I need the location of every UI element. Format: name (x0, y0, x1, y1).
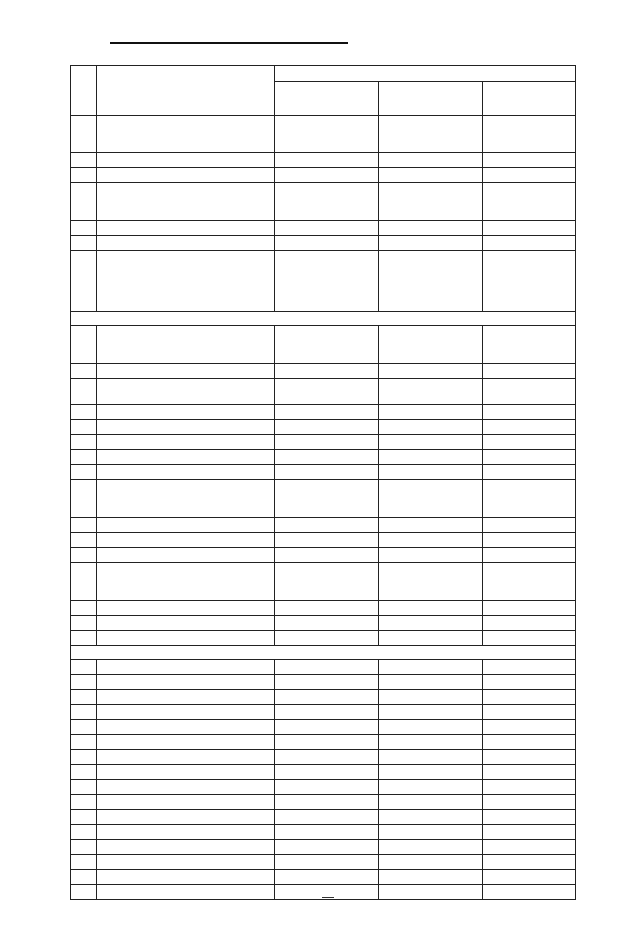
table-row (71, 326, 576, 364)
row-value-b-cell (379, 810, 483, 825)
table-row (71, 465, 576, 480)
table-row (71, 735, 576, 750)
table-row (71, 251, 576, 312)
row-value-c-cell (483, 765, 576, 780)
row-value-a-cell (275, 435, 379, 450)
row-value-a-cell (275, 465, 379, 480)
row-number-cell (71, 660, 97, 675)
row-name-cell (97, 631, 275, 646)
row-value-b-cell (379, 795, 483, 810)
row-value-b-cell (379, 251, 483, 312)
row-value-c-cell (483, 236, 576, 251)
row-name-cell (97, 326, 275, 364)
row-value-b-cell (379, 379, 483, 405)
row-value-b-cell (379, 153, 483, 168)
row-number-cell (71, 480, 97, 518)
row-name-cell (97, 795, 275, 810)
row-name-cell (97, 221, 275, 236)
row-value-a-cell (275, 533, 379, 548)
row-number-cell (71, 780, 97, 795)
row-value-a-cell (275, 840, 379, 855)
row-number-cell (71, 675, 97, 690)
row-value-b-cell (379, 563, 483, 601)
row-value-b-cell (379, 660, 483, 675)
row-value-b-cell (379, 518, 483, 533)
table-row (71, 405, 576, 420)
row-number-cell (71, 168, 97, 183)
row-name-cell (97, 735, 275, 750)
row-value-b-cell (379, 480, 483, 518)
row-value-b-cell (379, 326, 483, 364)
row-value-a-cell (275, 750, 379, 765)
row-value-c-cell (483, 690, 576, 705)
table-row (71, 855, 576, 870)
row-value-a-cell (275, 326, 379, 364)
header-number-cell (71, 66, 97, 116)
row-value-a-cell (275, 690, 379, 705)
row-number-cell (71, 563, 97, 601)
row-name-cell (97, 750, 275, 765)
footer-mark (322, 897, 334, 898)
table-row (71, 870, 576, 885)
row-name-cell (97, 870, 275, 885)
title-underline (110, 42, 348, 44)
row-value-c-cell (483, 533, 576, 548)
row-name-cell (97, 616, 275, 631)
row-value-c-cell (483, 405, 576, 420)
row-number-cell (71, 533, 97, 548)
row-value-c-cell (483, 326, 576, 364)
section-row (71, 312, 576, 326)
row-value-a-cell (275, 616, 379, 631)
row-value-b-cell (379, 221, 483, 236)
row-value-c-cell (483, 825, 576, 840)
row-name-cell (97, 533, 275, 548)
row-value-b-cell (379, 675, 483, 690)
table-row (71, 720, 576, 735)
row-number-cell (71, 705, 97, 720)
table-row (71, 601, 576, 616)
row-name-cell (97, 518, 275, 533)
table-row (71, 420, 576, 435)
row-name-cell (97, 435, 275, 450)
table-row (71, 660, 576, 675)
row-value-b-cell (379, 855, 483, 870)
row-name-cell (97, 825, 275, 840)
row-number-cell (71, 153, 97, 168)
row-value-a-cell (275, 116, 379, 153)
row-value-a-cell (275, 236, 379, 251)
table-row (71, 810, 576, 825)
row-value-b-cell (379, 840, 483, 855)
row-number-cell (71, 750, 97, 765)
row-name-cell (97, 720, 275, 735)
row-value-a-cell (275, 251, 379, 312)
row-value-b-cell (379, 616, 483, 631)
row-value-a-cell (275, 855, 379, 870)
row-number-cell (71, 810, 97, 825)
row-value-a-cell (275, 870, 379, 885)
row-value-a-cell (275, 518, 379, 533)
row-value-a-cell (275, 168, 379, 183)
row-number-cell (71, 183, 97, 221)
row-name-cell (97, 465, 275, 480)
table-row (71, 364, 576, 379)
row-number-cell (71, 548, 97, 563)
row-value-b-cell (379, 885, 483, 900)
row-value-c-cell (483, 675, 576, 690)
row-value-c-cell (483, 153, 576, 168)
row-number-cell (71, 518, 97, 533)
row-value-c-cell (483, 364, 576, 379)
row-name-cell (97, 405, 275, 420)
row-name-cell (97, 675, 275, 690)
row-number-cell (71, 435, 97, 450)
row-value-a-cell (275, 548, 379, 563)
row-value-c-cell (483, 465, 576, 480)
row-value-c-cell (483, 870, 576, 885)
table-row (71, 780, 576, 795)
header-name-cell (97, 66, 275, 116)
table-row (71, 236, 576, 251)
row-value-a-cell (275, 720, 379, 735)
table-header (71, 66, 576, 116)
row-value-c-cell (483, 168, 576, 183)
table-row (71, 153, 576, 168)
row-value-c-cell (483, 183, 576, 221)
header-column-c (483, 82, 576, 116)
row-value-c-cell (483, 116, 576, 153)
row-value-a-cell (275, 675, 379, 690)
row-value-b-cell (379, 236, 483, 251)
row-value-c-cell (483, 795, 576, 810)
row-number-cell (71, 870, 97, 885)
row-number-cell (71, 221, 97, 236)
table-row (71, 765, 576, 780)
row-name-cell (97, 116, 275, 153)
row-number-cell (71, 795, 97, 810)
table-row (71, 435, 576, 450)
row-value-b-cell (379, 533, 483, 548)
row-value-a-cell (275, 379, 379, 405)
form-table (70, 65, 576, 900)
row-value-b-cell (379, 364, 483, 379)
row-number-cell (71, 825, 97, 840)
row-value-b-cell (379, 465, 483, 480)
row-name-cell (97, 379, 275, 405)
row-number-cell (71, 450, 97, 465)
row-value-c-cell (483, 548, 576, 563)
row-value-b-cell (379, 825, 483, 840)
header-column-a (275, 82, 379, 116)
row-value-c-cell (483, 435, 576, 450)
row-name-cell (97, 563, 275, 601)
row-number-cell (71, 690, 97, 705)
table-row (71, 840, 576, 855)
row-value-c-cell (483, 840, 576, 855)
row-number-cell (71, 885, 97, 900)
row-value-c-cell (483, 601, 576, 616)
row-name-cell (97, 183, 275, 221)
row-value-c-cell (483, 563, 576, 601)
row-name-cell (97, 420, 275, 435)
table-row (71, 518, 576, 533)
row-name-cell (97, 810, 275, 825)
table-row (71, 548, 576, 563)
row-name-cell (97, 251, 275, 312)
row-name-cell (97, 364, 275, 379)
row-value-a-cell (275, 735, 379, 750)
table-row (71, 379, 576, 405)
table-row (71, 563, 576, 601)
row-value-b-cell (379, 631, 483, 646)
row-value-b-cell (379, 750, 483, 765)
row-value-a-cell (275, 825, 379, 840)
row-name-cell (97, 548, 275, 563)
row-value-a-cell (275, 631, 379, 646)
row-name-cell (97, 168, 275, 183)
row-value-a-cell (275, 705, 379, 720)
row-value-a-cell (275, 765, 379, 780)
row-value-a-cell (275, 601, 379, 616)
row-value-a-cell (275, 563, 379, 601)
row-value-a-cell (275, 420, 379, 435)
row-number-cell (71, 236, 97, 251)
row-value-c-cell (483, 518, 576, 533)
row-value-a-cell (275, 450, 379, 465)
row-name-cell (97, 885, 275, 900)
row-value-a-cell (275, 153, 379, 168)
row-value-a-cell (275, 364, 379, 379)
row-number-cell (71, 116, 97, 153)
table-row (71, 168, 576, 183)
table-row (71, 705, 576, 720)
row-value-c-cell (483, 420, 576, 435)
row-value-c-cell (483, 855, 576, 870)
row-value-c-cell (483, 885, 576, 900)
row-value-b-cell (379, 870, 483, 885)
row-value-c-cell (483, 221, 576, 236)
row-number-cell (71, 616, 97, 631)
row-value-c-cell (483, 631, 576, 646)
row-value-b-cell (379, 548, 483, 563)
row-value-a-cell (275, 795, 379, 810)
row-number-cell (71, 420, 97, 435)
table-row (71, 631, 576, 646)
row-name-cell (97, 450, 275, 465)
row-name-cell (97, 840, 275, 855)
row-value-b-cell (379, 450, 483, 465)
row-name-cell (97, 780, 275, 795)
row-number-cell (71, 720, 97, 735)
header-column-b (379, 82, 483, 116)
table-row (71, 533, 576, 548)
row-value-a-cell (275, 660, 379, 675)
row-value-b-cell (379, 765, 483, 780)
section-row (71, 646, 576, 660)
table-row (71, 675, 576, 690)
row-value-b-cell (379, 420, 483, 435)
row-name-cell (97, 765, 275, 780)
table-row (71, 480, 576, 518)
table-row (71, 690, 576, 705)
table-row (71, 221, 576, 236)
row-value-a-cell (275, 183, 379, 221)
row-name-cell (97, 705, 275, 720)
row-number-cell (71, 735, 97, 750)
row-name-cell (97, 855, 275, 870)
row-value-c-cell (483, 720, 576, 735)
row-value-c-cell (483, 379, 576, 405)
row-value-c-cell (483, 450, 576, 465)
row-value-c-cell (483, 251, 576, 312)
table-row (71, 750, 576, 765)
row-value-a-cell (275, 780, 379, 795)
row-value-c-cell (483, 480, 576, 518)
row-name-cell (97, 153, 275, 168)
row-value-c-cell (483, 660, 576, 675)
table-body (71, 116, 576, 900)
table-row (71, 450, 576, 465)
row-value-c-cell (483, 705, 576, 720)
section-label (71, 312, 576, 326)
table-row (71, 616, 576, 631)
row-name-cell (97, 236, 275, 251)
row-value-b-cell (379, 780, 483, 795)
row-number-cell (71, 855, 97, 870)
row-value-b-cell (379, 405, 483, 420)
row-value-a-cell (275, 221, 379, 236)
row-number-cell (71, 765, 97, 780)
row-value-b-cell (379, 720, 483, 735)
row-number-cell (71, 379, 97, 405)
row-name-cell (97, 480, 275, 518)
row-value-c-cell (483, 780, 576, 795)
header-group-cell (275, 66, 576, 82)
row-number-cell (71, 840, 97, 855)
row-value-a-cell (275, 405, 379, 420)
row-value-b-cell (379, 690, 483, 705)
row-value-b-cell (379, 435, 483, 450)
table-row (71, 795, 576, 810)
row-value-a-cell (275, 480, 379, 518)
table-row (71, 825, 576, 840)
row-value-b-cell (379, 183, 483, 221)
row-number-cell (71, 405, 97, 420)
row-value-c-cell (483, 735, 576, 750)
row-value-c-cell (483, 616, 576, 631)
section-label (71, 646, 576, 660)
row-name-cell (97, 601, 275, 616)
row-number-cell (71, 251, 97, 312)
row-number-cell (71, 364, 97, 379)
row-value-b-cell (379, 735, 483, 750)
row-value-b-cell (379, 705, 483, 720)
row-name-cell (97, 690, 275, 705)
row-number-cell (71, 631, 97, 646)
row-value-b-cell (379, 116, 483, 153)
row-number-cell (71, 465, 97, 480)
row-value-a-cell (275, 810, 379, 825)
row-value-c-cell (483, 750, 576, 765)
row-number-cell (71, 326, 97, 364)
row-value-c-cell (483, 810, 576, 825)
row-value-b-cell (379, 168, 483, 183)
row-value-b-cell (379, 601, 483, 616)
row-name-cell (97, 660, 275, 675)
table-row (71, 116, 576, 153)
table-row (71, 183, 576, 221)
row-number-cell (71, 601, 97, 616)
